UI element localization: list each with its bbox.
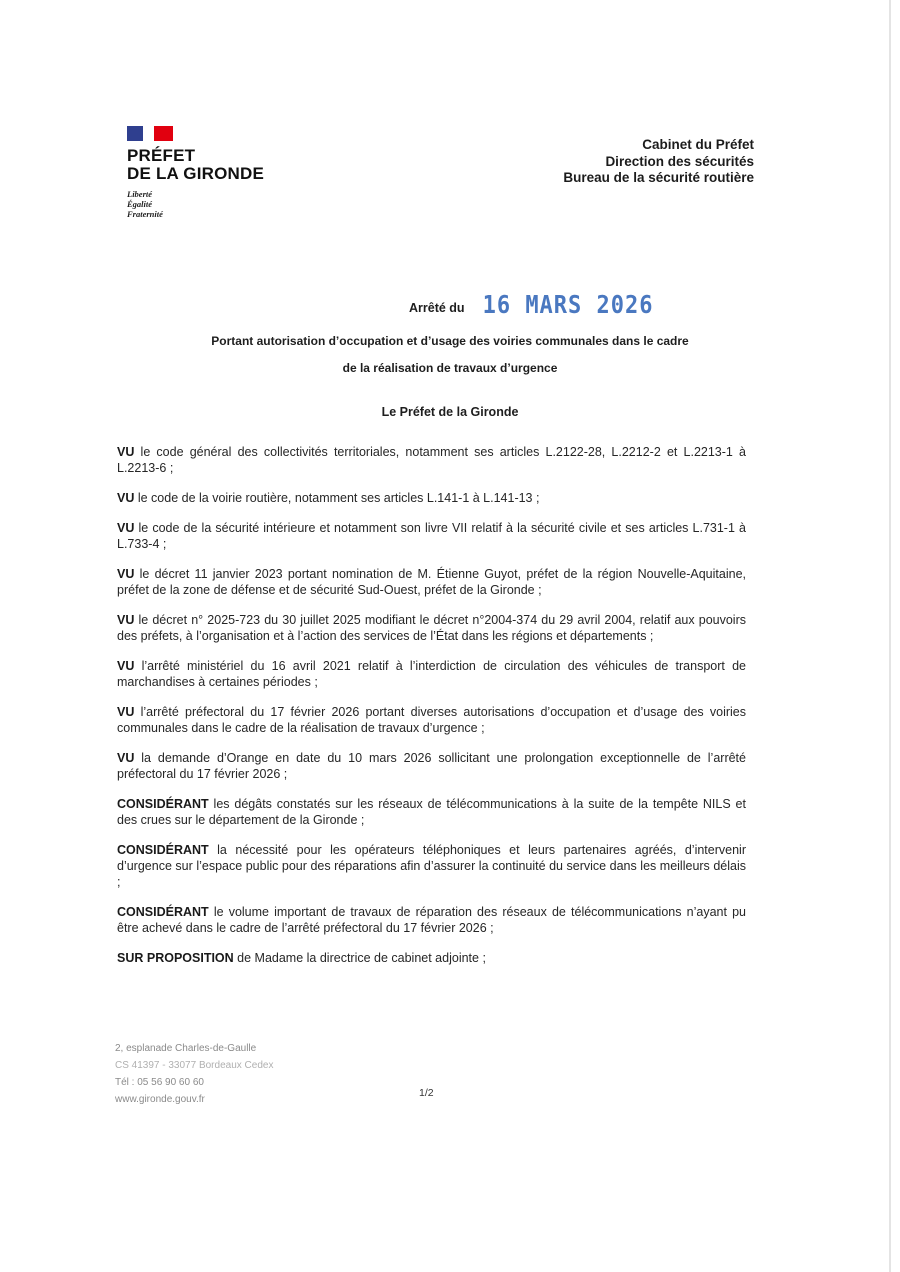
subtitle-line1: Portant autorisation d’occupation et d’usage des voiries communales dans le cadre bbox=[211, 334, 689, 348]
footer-address-line1: 2, esplanade Charles-de-Gaulle bbox=[115, 1043, 257, 1054]
logo-title-line2: DE LA GIRONDE bbox=[127, 164, 265, 183]
motto-egalite: Égalité bbox=[127, 199, 153, 209]
motto-fraternite: Fraternité bbox=[127, 209, 163, 219]
footer-phone: Tél : 05 56 90 60 60 bbox=[115, 1077, 204, 1088]
paragraph-considerant-necessite: CONSIDÉRANT la nécessité pour les opérateurs téléphoniques et leurs partenaires agréés, d’intervenir d’urgence sur l’espace public pour des réparations afin d’assurer la continuité du service dans les meilleurs délais ; bbox=[117, 843, 746, 889]
paragraph-vu-securite-interieure: VU le code de la sécurité intérieure et notamment son livre VII relatif à la sécurité civile et ses articles L.731-1 à L.733-4 ; bbox=[117, 521, 746, 551]
paragraph-sur-proposition: SUR PROPOSITION de Madame la directrice de cabinet adjointe ; bbox=[117, 951, 486, 965]
paragraph-vu-cgct: VU le code général des collectivités territoriales, notamment ses articles L.2122-28, L.2212-2 et L.2213-1 à L.2213-6 ; bbox=[117, 445, 746, 475]
paragraph-vu-arrete-ministeriel: VU l’arrêté ministériel du 16 avril 2021 relatif à l’interdiction de circulation des véhicules de transport de marchandises à certaines périodes ; bbox=[117, 659, 746, 689]
paragraph-vu-arrete-prefectoral: VU l’arrêté préfectoral du 17 février 2026 portant diverses autorisations d’occupation et d’usage des voiries communales dans le cadre de la réalisation de travaux d’urgence ; bbox=[117, 705, 746, 735]
arrete-label: Arrêté du bbox=[409, 301, 465, 315]
paragraph-considerant-volume: CONSIDÉRANT le volume important de travaux de réparation des réseaux de télécommunications n’ayant pu être achevé dans le cadre de l’arrêté préfectoral du 17 février 2026 ; bbox=[117, 905, 746, 935]
service-header bbox=[563, 137, 754, 187]
paragraph-vu-voirie: VU le code de la voirie routière, notamment ses articles L.141-1 à L.141-13 ; bbox=[117, 491, 540, 505]
date-stamp: 16 MARS 2026 bbox=[482, 291, 654, 320]
document-body bbox=[117, 444, 746, 966]
page-edge bbox=[889, 0, 891, 1272]
motto-liberte: Liberté bbox=[127, 189, 153, 199]
arrete-title bbox=[409, 293, 654, 318]
service-direction: Direction des sécurités bbox=[605, 153, 754, 169]
subtitle-line2: de la réalisation de travaux d’urgence bbox=[342, 361, 558, 375]
footer-address-line2: CS 41397 - 33077 Bordeaux Cedex bbox=[115, 1060, 274, 1071]
republic-motto bbox=[127, 189, 264, 219]
service-bureau: Bureau de la sécurité routière bbox=[563, 170, 754, 185]
logo-title-line1: PRÉFET bbox=[127, 146, 196, 165]
paragraph-vu-demande-orange: VU la demande d’Orange en date du 10 mars 2026 sollicitant une prolongation exceptionnelle de l’arrêté préfectoral du 17 février 2026 ; bbox=[117, 751, 746, 781]
service-cabinet: Cabinet du Préfet bbox=[642, 137, 754, 152]
paragraph-vu-decret-nomination: VU le décret 11 janvier 2023 portant nomination de M. Étienne Guyot, préfet de la région Nouvelle-Aquitaine, préfet de la zone de défense et de sécurité Sud-Ouest, préfet de la Gironde ; bbox=[117, 567, 746, 597]
paragraph-vu-decret-2025: VU le décret n° 2025-723 du 30 juillet 2025 modifiant le décret n°2004-374 du 29 avril 2004, relatif aux pouvoirs des préfets, à l’organisation et à l’action des services de l’État dans les régions et départements ; bbox=[117, 613, 746, 643]
footer-address bbox=[115, 1040, 273, 1108]
page-number: 1/2 bbox=[419, 1087, 434, 1099]
footer-website: www.gironde.gouv.fr bbox=[115, 1094, 205, 1105]
authority-heading: Le Préfet de la Gironde bbox=[381, 405, 519, 419]
paragraph-considerant-degats: CONSIDÉRANT les dégâts constatés sur les réseaux de télécommunications à la suite de la tempête NILS et des crues sur le département de la Gironde ; bbox=[117, 797, 746, 827]
prefecture-logo bbox=[127, 126, 264, 219]
marianne-flag-icon bbox=[127, 126, 173, 141]
